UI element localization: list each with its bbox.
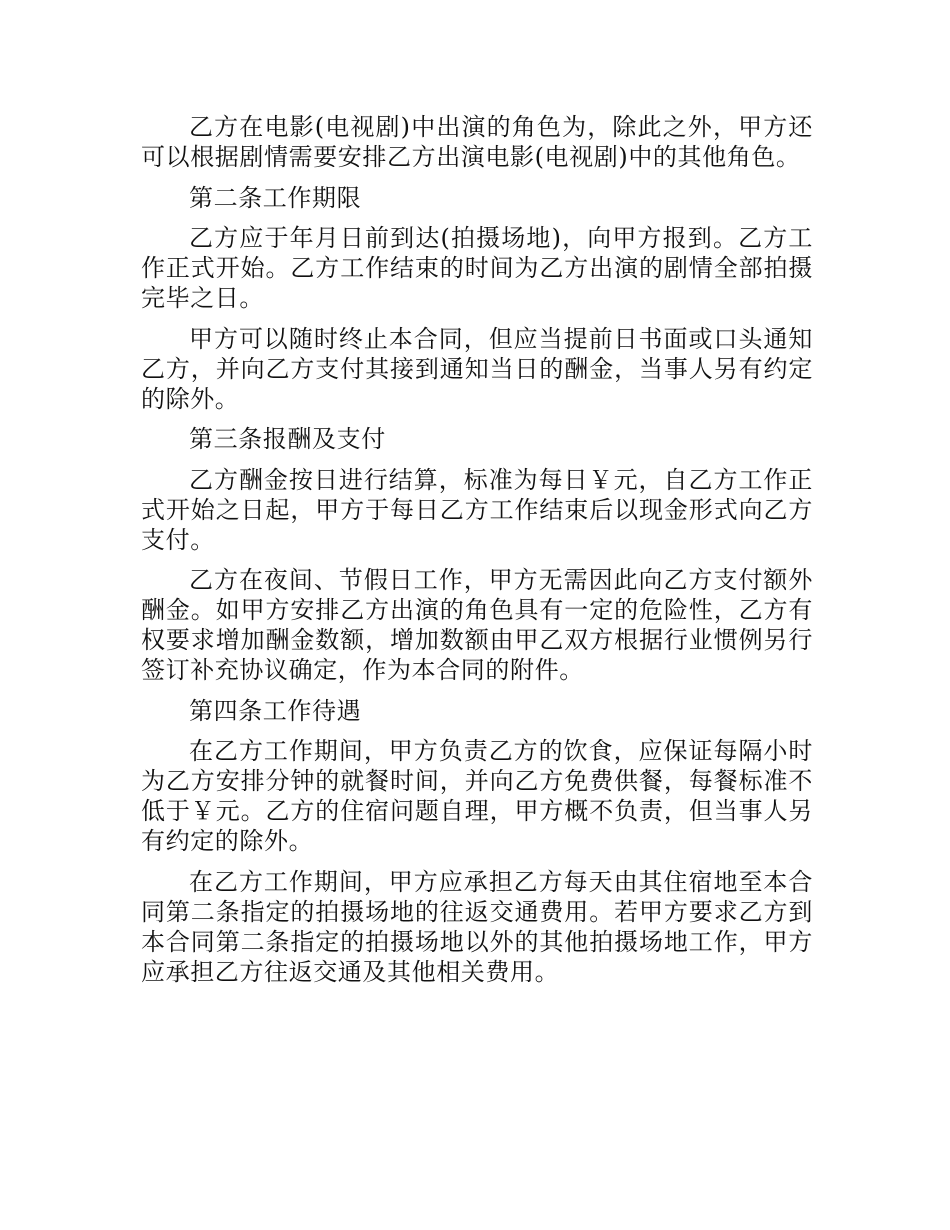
paragraph-extra-pay: 乙方在夜间、节假日工作，甲方无需因此向乙方支付额外酬金。如甲方安排乙方出演的角色具有一定的危险性，乙方有权要求增加酬金数额，增加数额由甲乙双方根据行业惯例另行签订补充协议确定，作为本合同的附件。 (141, 566, 813, 684)
section-heading-work-period: 第二条工作期限 (189, 183, 362, 212)
paragraph-arrival: 乙方应于年月日前到达(拍摄场地)，向甲方报到。乙方工作正式开始。乙方工作结束的时间为乙方出演的剧情全部拍摄完毕之日。 (141, 224, 813, 312)
paragraph-daily-pay: 乙方酬金按日进行结算，标准为每日￥元，自乙方工作正式开始之日起，甲方于每日乙方工作结束后以现金形式向乙方支付。 (141, 465, 813, 554)
section-heading-payment: 第三条报酬及支付 (189, 425, 386, 453)
paragraph-role: 乙方在电影(电视剧)中出演的角色为，除此之外，甲方还可以根据剧情需要安排乙方出演电影(电视剧)中的其他角色。 (141, 113, 813, 171)
paragraph-transport: 在乙方工作期间，甲方应承担乙方每天由其住宿地至本合同第二条指定的拍摄场地的往返交通费用。若甲方要求乙方到本合同第二条指定的拍摄场地以外的其他拍摄场地工作，甲方应承担乙方往返交通及其他相关费用。 (141, 867, 813, 986)
paragraph-termination: 甲方可以随时终止本合同，但应当提前日书面或口头通知乙方，并向乙方支付其接到通知当日的酬金，当事人另有约定的除外。 (141, 324, 813, 413)
section-heading-treatment: 第四条工作待遇 (189, 696, 362, 725)
paragraph-meals: 在乙方工作期间，甲方负责乙方的饮食，应保证每隔小时为乙方安排分钟的就餐时间，并向乙方免费供餐，每餐标准不低于￥元。乙方的住宿问题自理，甲方概不负责，但当事人另有约定的除外。 (141, 737, 813, 855)
document-page (141, 112, 813, 997)
